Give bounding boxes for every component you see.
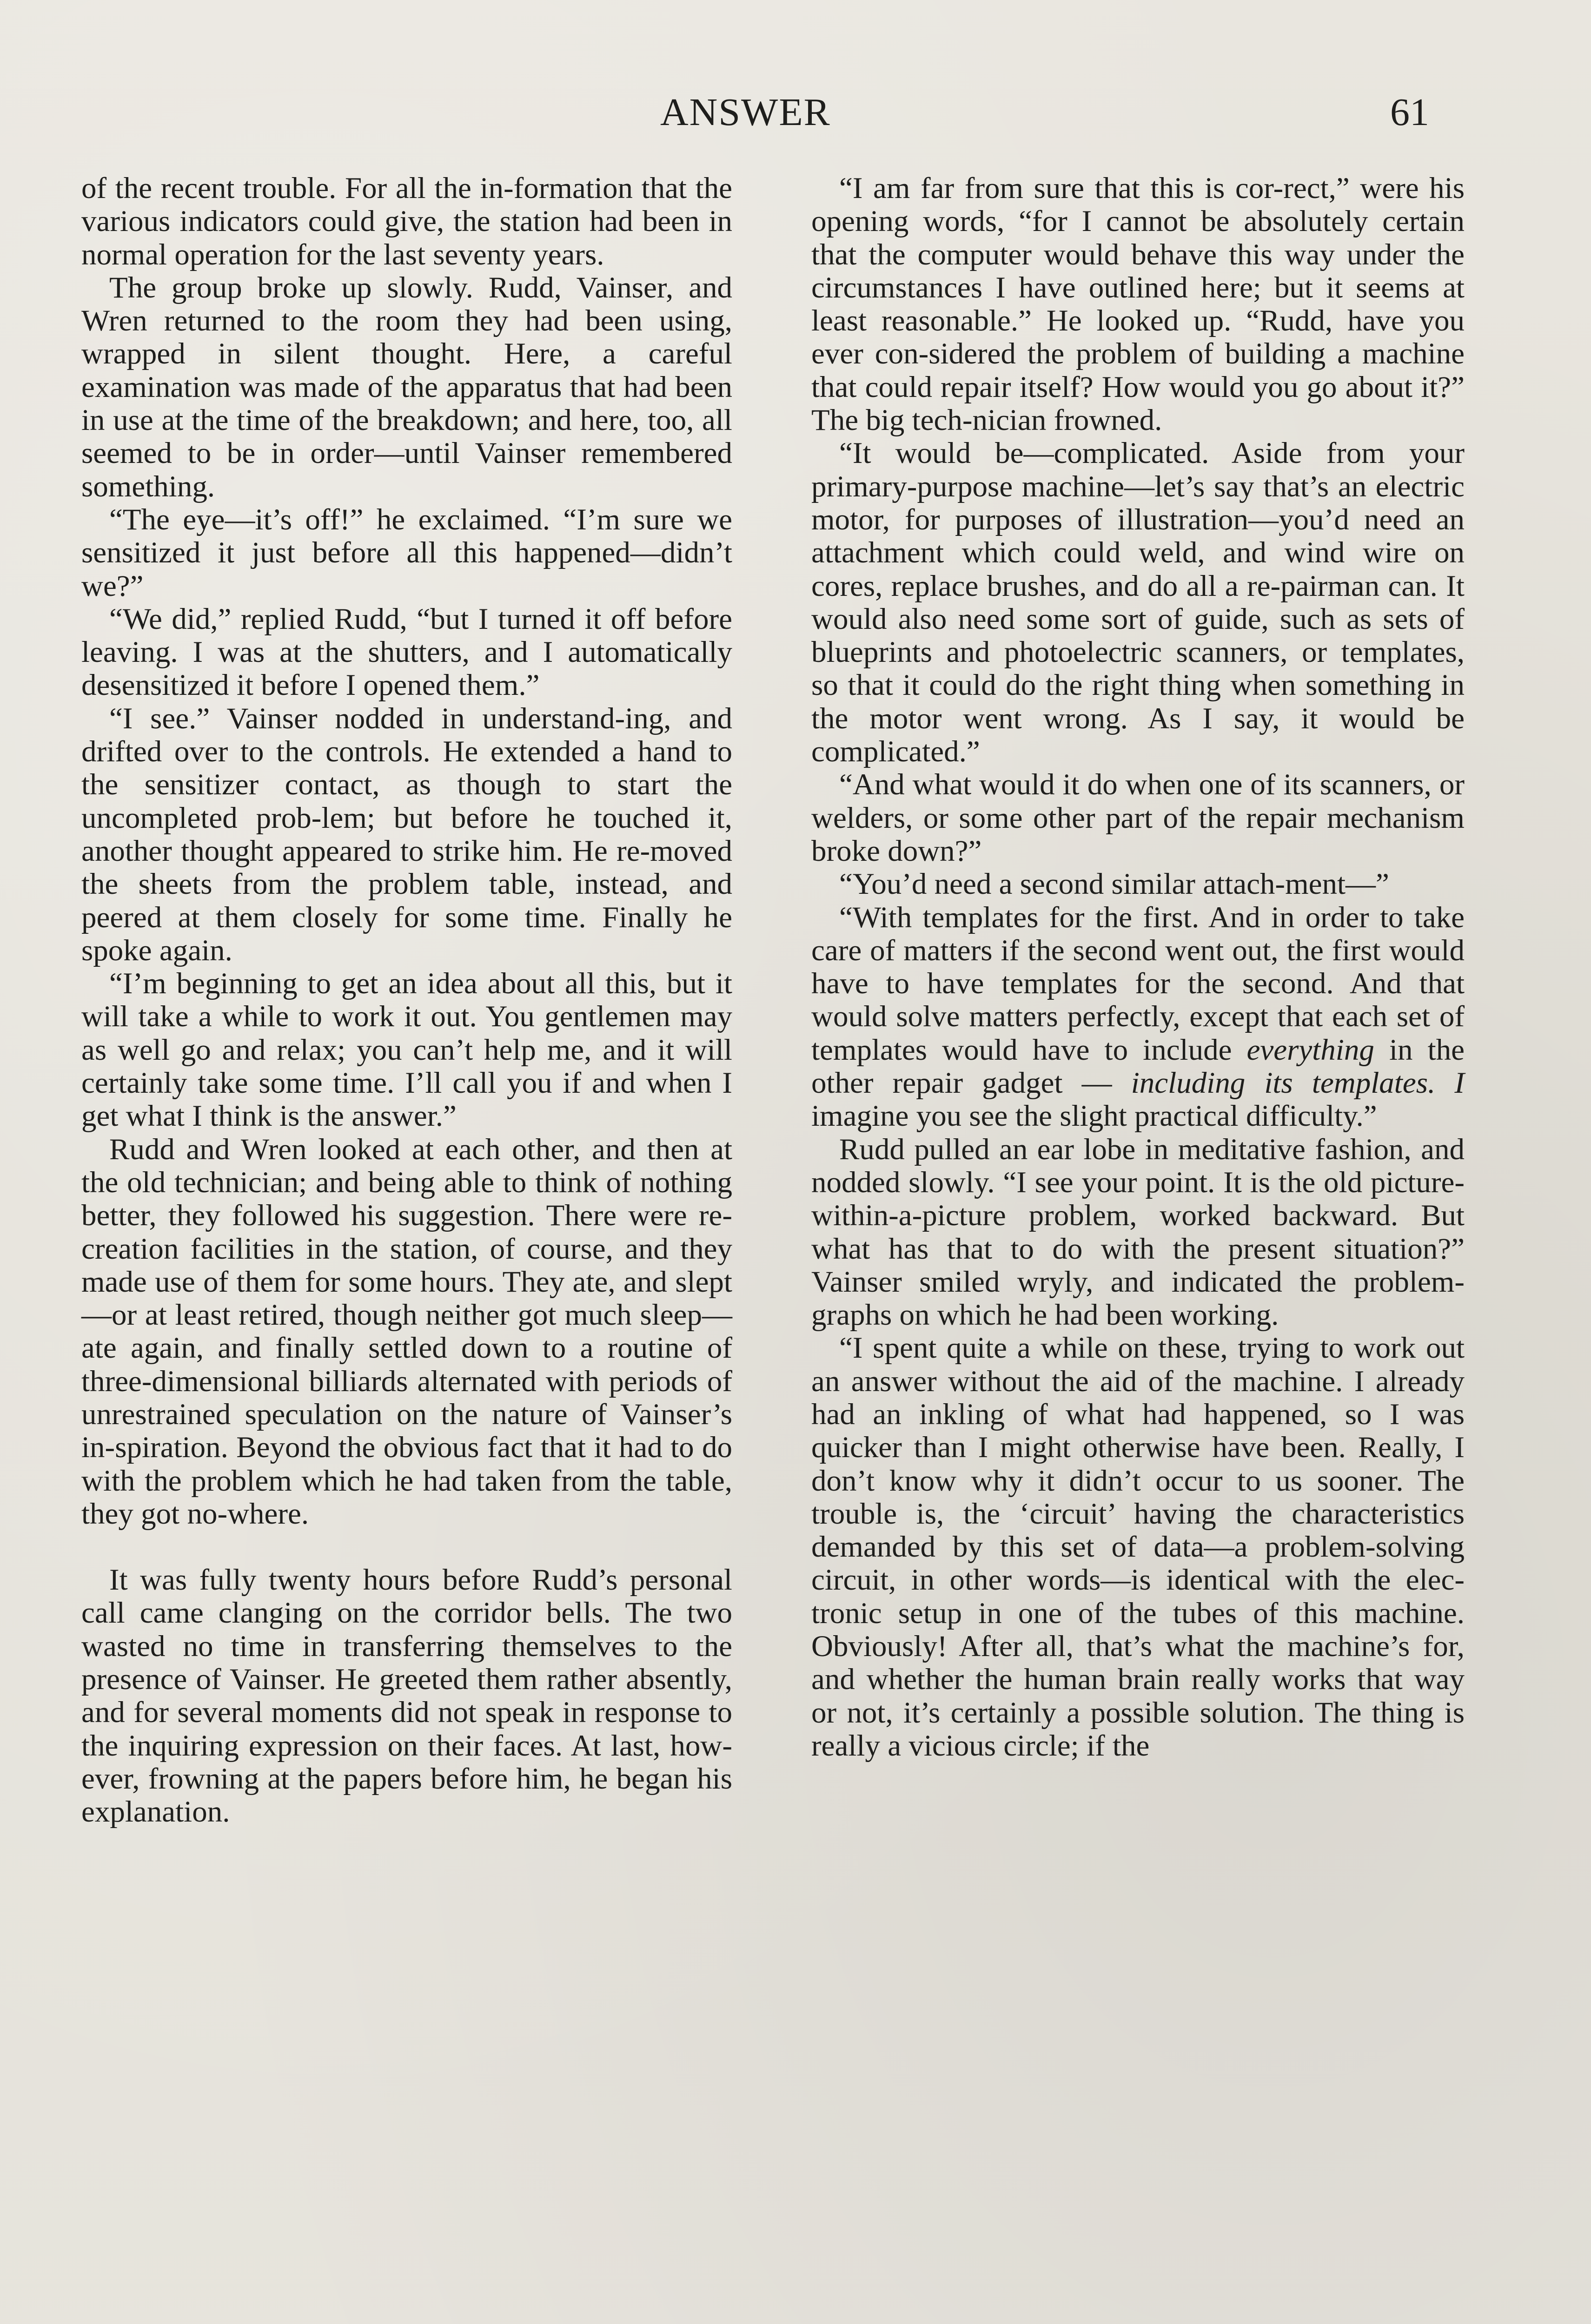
paragraph: “I’m beginning to get an idea about all this, but it will take a while to work it out. You gentlemen may as well go and relax; you can’t help me, and it will certainly take some time. I’ll call you if and when I get what I think is the answer.”: [81, 967, 732, 1133]
italic-text-run: everything: [1246, 1033, 1374, 1067]
right-column: [811, 172, 1465, 1763]
paragraph: It was fully twenty hours before Rudd’s personal call came clanging on the corridor bells. The two wasted no time in transferring themselves to the presence of Vainser. He greeted them rather absently, and for several moments did not speak in response to the inquiring expression on their faces. At last, how-ever, frowning at the papers before him, he began his explanation.: [81, 1563, 732, 1829]
left-column: [81, 172, 732, 1829]
paragraph: “You’d need a second similar attach-ment—”: [839, 867, 1389, 901]
paragraph: “It would be—complicated. Aside from your primary-purpose machine—let’s say that’s an electric motor, for purposes of illustration—you’d need an attachment which could weld, and wind wire on cores, replace brushes, and do all a re-pairman can. It would also need some sort of guide, such as sets of blueprints and photoelectric scanners, or templates, so that it could do the right thing when something in the motor went wrong. As I say, it would be complicated.”: [811, 436, 1465, 769]
paragraph: “I am far from sure that this is cor-rect,” were his opening words, “for I cannot be absolutely certain that the computer would behave this way under the circumstances I have outlined here; but it seems at least reasonable.” He looked up. “Rudd, have you ever con-sidered the problem of building a machine that could repair itself? How would you go about it?” The big tech-nician frowned.: [811, 172, 1465, 437]
paragraph: “I see.” Vainser nodded in understand-ing, and drifted over to the controls. He extended a hand to the sensitizer contact, as though to start the uncompleted prob-lem; but before he touched it, another thought appeared to strike him. He re-moved the sheets from the problem table, instead, and peered at them closely for some time. Finally he spoke again.: [81, 701, 732, 967]
paragraph-with-italics: [811, 901, 1465, 1133]
paragraph: “We did,” replied Rudd, “but I turned it off before leaving. I was at the shutters, and I automatically desensitized it before I opened them.”: [81, 602, 732, 702]
paragraph: Rudd and Wren looked at each other, and then at the old technician; and being able to think of nothing better, they followed his suggestion. There were re-creation facilities in the station, of course, and they made use of them for some hours. They ate, and slept—or at least retired, though neither got much sleep—ate again, and finally settled down to a routine of three-dimensional billiards alternated with periods of unrestrained speculation on the nature of Vainser’s in-spiration. Beyond the obvious fact that it had to do with the problem which he had taken from the table, they got no-where.: [81, 1132, 732, 1531]
running-header-title: ANSWER: [660, 91, 831, 134]
text-run: in the other repair gadget —: [811, 1033, 1465, 1100]
text-run: imagine you see the slight practical difficulty.”: [811, 1099, 1377, 1133]
paragraph: “And what would it do when one of its scanners, or welders, or some other part of the repair mechanism broke down?”: [811, 768, 1465, 868]
text-run: “With templates for the first. And in order to take care of matters if the second went out, the first would have to have templates for the second. And that would solve matters perfectly, except that each set of templates would have to include: [811, 900, 1465, 1067]
italic-text-run: including its templates. I: [1131, 1066, 1465, 1100]
paragraph: The group broke up slowly. Rudd, Vainser, and Wren returned to the room they had been using, wrapped in silent thought. Here, a careful examination was made of the apparatus that had been in use at the time of the breakdown; and here, too, all seemed to be in order—until Vainser remembered something.: [81, 271, 732, 503]
paragraph: Rudd pulled an ear lobe in meditative fashion, and nodded slowly. “I see your point. It is the old picture-within-a-picture problem, worked backward. But what has that to do with the present situation?” Vainser smiled wryly, and indicated the problem-graphs on which he had been working.: [811, 1132, 1465, 1332]
paragraph: “I spent quite a while on these, trying to work out an answer without the aid of the machine. I already had an inkling of what had happened, so I was quicker than I might otherwise have been. Really, I don’t know why it didn’t occur to us sooner. The trouble is, the ‘circuit’ having the characteristics demanded by this set of data—a problem-solving circuit, in other words—is identical with the elec-tronic setup in one of the tubes of this machine. Obviously! After all, that’s what the machine’s for, and whether the human brain really works that way or not, it’s certainly a possible solution. The thing is really a vicious circle; if the: [811, 1331, 1465, 1763]
paragraph: of the recent trouble. For all the in-formation that the various indicators could give, the station had been in normal operation for the last seventy years.: [81, 172, 732, 271]
page-number: 61: [1390, 91, 1429, 134]
paragraph: “The eye—it’s off!” he exclaimed. “I’m sure we sensitized it just before all this happened—didn’t we?”: [81, 502, 732, 603]
